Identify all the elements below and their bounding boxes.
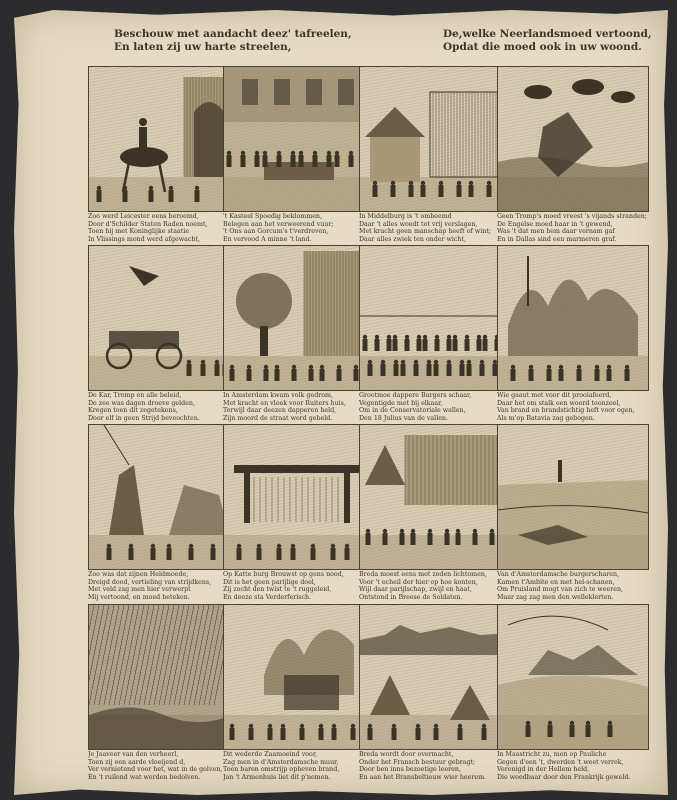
verse-line: Met kracht en vloek voor Ruiters huis, [223,399,346,407]
panel-verse [359,751,511,782]
verse-line: De Kar, Tromp en alle beleid, [88,392,182,399]
woodcut-illustration [359,424,511,570]
woodcut-illustration [88,424,240,570]
woodcut-illustration [223,66,375,212]
verse-line: Onder het Fransch bestuur gebragt; [359,758,476,766]
panel-verse [359,392,511,423]
verse-line: Dit is het geen parijlige doel, [223,578,316,586]
panel-verse [497,213,649,244]
verse-line: Belegen aan het verweerend vuur; [223,220,334,228]
panel-verse [88,213,240,244]
verse-line: Mij vertoond, en moed beteken. [88,594,190,602]
verse-line: Je Jaaveer van den verheerl, [88,751,179,758]
verse-line: Kregen toen dit zegetekens, [88,407,178,415]
print-panel [497,604,649,790]
panel-verse [497,571,649,602]
panel-verse [223,213,375,244]
print-panel [223,245,375,431]
verse-line: Om Pruisland mogt van zich te weeren, [497,586,624,594]
verse-line: Dreigd dood, vertieling van strijdkens, [88,578,212,586]
print-panel [88,66,240,252]
verse-line: Wijl daar parijlschap, zwijl en haat, [359,586,472,594]
verse-line: Daar 't alles woedt tot vrij verslagen, [359,220,478,228]
verse-line: Van brand en brandstichtig heft voor ogen, [497,407,635,415]
print-panel [223,66,375,252]
verse-line: Zag men in d'Amsterdamsche muur, [223,758,339,766]
verse-line: Daar het om stalk een woord toonzeel, [497,399,621,407]
panel-verse [88,392,240,423]
woodcut-illustration [497,245,649,391]
verse-line: Met kracht geen manschap heeft of wint; [359,228,491,236]
print-panel [359,424,511,610]
verse-line: Den 18 Julius van de vallen. [359,415,448,423]
verse-line: Door elf in geen Strijd beveochten. [88,415,200,423]
verse-line: Op Katte burg Brouwst op gens nood, [223,571,344,578]
panel-verse [497,751,649,782]
print-panel [497,245,649,431]
panel-verse [88,571,240,602]
panel-verse [88,751,240,782]
verse-line: Vegentigde met bij elkaar, [359,399,443,407]
print-panel [223,604,375,790]
woodcut-illustration [223,604,375,750]
print-panel [359,66,511,252]
verse-line: Zijn moord de straat werd gebeld. [223,415,333,423]
print-panel [88,604,240,790]
verse-line: Dit wederde Zaamoeind voor, [223,751,318,758]
woodcut-illustration [88,245,240,391]
woodcut-illustration [359,245,511,391]
woodcut-illustration [223,245,375,391]
verse-line: De Engelse moed haar in 't gewend, [497,220,613,228]
verse-line: Wie gaaut met voor dit prooiafeerd, [497,392,612,399]
verse-line: Breda wordt door overmacht, [359,751,454,758]
verse-line: Terwijl daar deezen dapperen held, [223,407,337,415]
woodcut-illustration [497,604,649,750]
verse-line: Met veld zag men hier verwerpt [88,586,191,594]
verse-line: En deeze sta Verderferisch. [223,594,312,602]
woodcut-illustration [88,604,240,750]
verse-line: Zoo werd Leicester eens beroemd, [88,213,199,220]
verse-line: Toen zij een aarde vloeijend d, [88,758,186,766]
verse-line: En in Dallas sind een marmeren graf. [497,236,617,244]
verse-line: Jan 't Armenhuis liet dit p'nemen. [223,774,331,782]
verse-line: De zee was dagen droeve gelden, [88,399,195,407]
print-panel [223,424,375,610]
verse-line: In Maastricht zu, men op Pauliche [497,751,607,758]
woodcut-illustration [88,66,240,212]
panel-verse [497,392,649,423]
verse-line: Toen baren omstrijp opheven brand, [223,766,340,774]
print-panel [497,424,649,610]
verse-line: 't Kasteel Spoedig beklommen, [223,213,322,220]
print-panel [88,245,240,431]
header-right-line-1: De,welke Neerlandsmoed vertoond, [443,28,652,40]
print-panel [359,604,511,790]
verse-line: 't Ons aan Gorcum's t'verdreven, [223,228,329,236]
verse-line: Maar zag zag men den welleklerten. [497,594,614,602]
verse-line: Van d'Amsterdamsche burgerscharen, [497,571,620,578]
verse-line: Zij zocht den twist te 't ruggeleid, [223,586,332,594]
woodcut-illustration [497,66,649,212]
verse-line: Zoo was dat zijnen Heldmoede, [88,571,189,578]
print-panel [88,424,240,610]
verse-line: Daar alles zwiek ten onder wicht, [359,236,467,244]
header-left-verse [114,28,352,54]
print-panel [359,245,511,431]
header-right-line-2: Opdat die moed ook in uw woond. [443,41,642,53]
verse-line: Kamen t'Ambite en met hel-schanen, [497,578,615,586]
verse-line: Om in de Conservatoriale wallen, [359,407,466,415]
verse-line: Breda moest eens met zeden lichtomen, [359,571,487,578]
verse-line: In Middelburg is 't ombeemd [359,213,452,220]
panel-verse [223,751,375,782]
woodcut-illustration [359,66,511,212]
verse-line: Door d'Schilder Staten Raden noemt, [88,220,208,228]
verse-line: Voor 't echeil der hier op hoe konten, [359,578,478,586]
panel-verse [223,571,375,602]
verse-line: Die woedbaar door den Frankrijk geweld. [497,774,631,782]
verse-line: Was 't dat men hem daar vernam gaf [497,228,615,236]
verse-line: In Vlissings mond werd afgewacht, [88,236,201,244]
verse-line: Door ben inns bezoetige leeren, [359,766,461,774]
panel-verse [359,213,511,244]
woodcut-illustration [359,604,511,750]
verse-line: Gegen d'een 't, dwerden 't weet verrek, [497,758,624,766]
verse-line: Als m'op Batavia zag gebogen. [497,415,595,423]
verse-line: In Amsterdam kwam volk gedrom, [223,392,333,399]
verse-line: Verenigd in der Hellem held, [497,766,590,774]
verse-line: En 't ruilend wat werden bedolven. [88,774,201,782]
verse-line: En vervood A minne 't land. [223,236,312,244]
woodcut-illustration [223,424,375,570]
print-panel [497,66,649,252]
header-right-verse [443,28,652,54]
verse-line: Ontstond in Breese de Soldaten. [359,594,463,602]
header-left-line-2: En laten zij uw harte streelen, [114,41,292,53]
verse-line: Ver vernietend voor het, wat in de golven, [88,766,223,774]
verse-line: Geen Tromp's moed vreest 's vijands stranden; [497,213,647,220]
verse-line: Grootmoe dappere Burgers schaar, [359,392,472,399]
verse-line: Toen hij met Koninglijke staatie [88,228,190,236]
panel-verse [359,571,511,602]
header-left-line-1: Beschouw met aandacht deez' tafreelen, [114,28,352,40]
woodcut-illustration [497,424,649,570]
panel-verse [223,392,375,423]
verse-line: En aan het Bransbeltieuw wier heerem. [359,774,487,782]
